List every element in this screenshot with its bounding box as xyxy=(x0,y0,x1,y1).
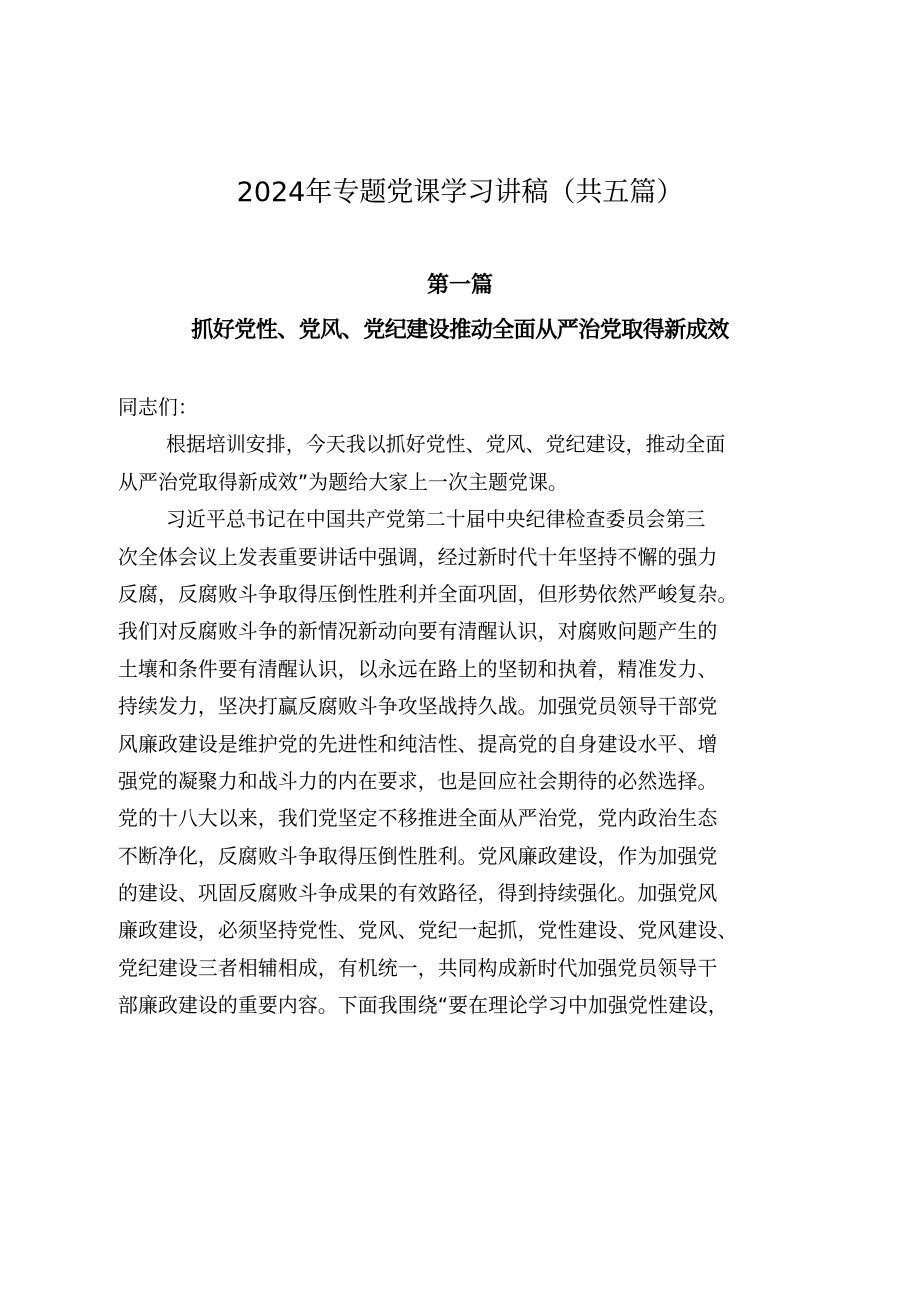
paragraph-line: 反腐，反腐败斗争取得压倒性胜利并全面巩固，但形势依然严峻复杂。 xyxy=(118,582,738,606)
paragraph-line: 强党的凝聚力和战斗力的内在要求，也是回应社会期待的必然选择。 xyxy=(118,769,718,793)
paragraph-line: 从严治党取得新成效”为题给大家上一次主题党课。 xyxy=(118,470,569,494)
document-title: 2024年专题党课学习讲稿（共五篇） xyxy=(236,177,684,208)
paragraph-line: 廉政建设，必须坚持党性、党风、党纪一起抓，党性建设、党风建设、 xyxy=(118,919,738,943)
paragraph-line: 的建设、巩固反腐败斗争成果的有效路径，得到持续强化。加强党风 xyxy=(118,882,718,906)
paragraph-line: 部廉政建设的重要内容。下面我围绕“要在理论学习中加强党性建设， xyxy=(118,994,728,1018)
paragraph-line: 土壤和条件要有清醒认识，以永远在路上的坚韧和执着，精准发力、 xyxy=(118,657,718,681)
paragraph-line: 我们对反腐败斗争的新情况新动向要有清醒认识，对腐败问题产生的 xyxy=(118,620,718,644)
paragraph-line: 次全体会议上发表重要讲话中强调，经过新时代十年坚持不懈的强力 xyxy=(118,545,718,569)
paragraph-line: 党纪建设三者相辅相成，有机统一，共同构成新时代加强党员领导干 xyxy=(118,956,718,980)
paragraph-line: 党的十八大以来，我们党坚定不移推进全面从严治党，党内政治生态 xyxy=(118,807,718,831)
paragraph-line: 持续发力，坚决打赢反腐败斗争攻坚战持久战。加强党员领导干部党 xyxy=(118,695,718,719)
paragraph-line: 风廉政建设是维护党的先进性和纯洁性、提高党的自身建设水平、增 xyxy=(118,732,718,756)
salutation: 同志们： xyxy=(118,396,198,419)
paragraph-line: 不断净化，反腐败斗争取得压倒性胜利。党风廉政建设，作为加强党 xyxy=(118,844,718,868)
body-text xyxy=(118,389,830,1025)
paragraph-line: 习近平总书记在中国共产党第二十届中央纪律检查委员会第三 xyxy=(166,508,706,532)
section-label: 第一篇 xyxy=(426,273,493,298)
section-title: 抓好党性、党风、党纪建设推动全面从严治党取得新成效 xyxy=(191,318,729,343)
paragraph-line: 根据培训安排，今天我以抓好党性、党风、党纪建设，推动全面 xyxy=(166,433,726,457)
